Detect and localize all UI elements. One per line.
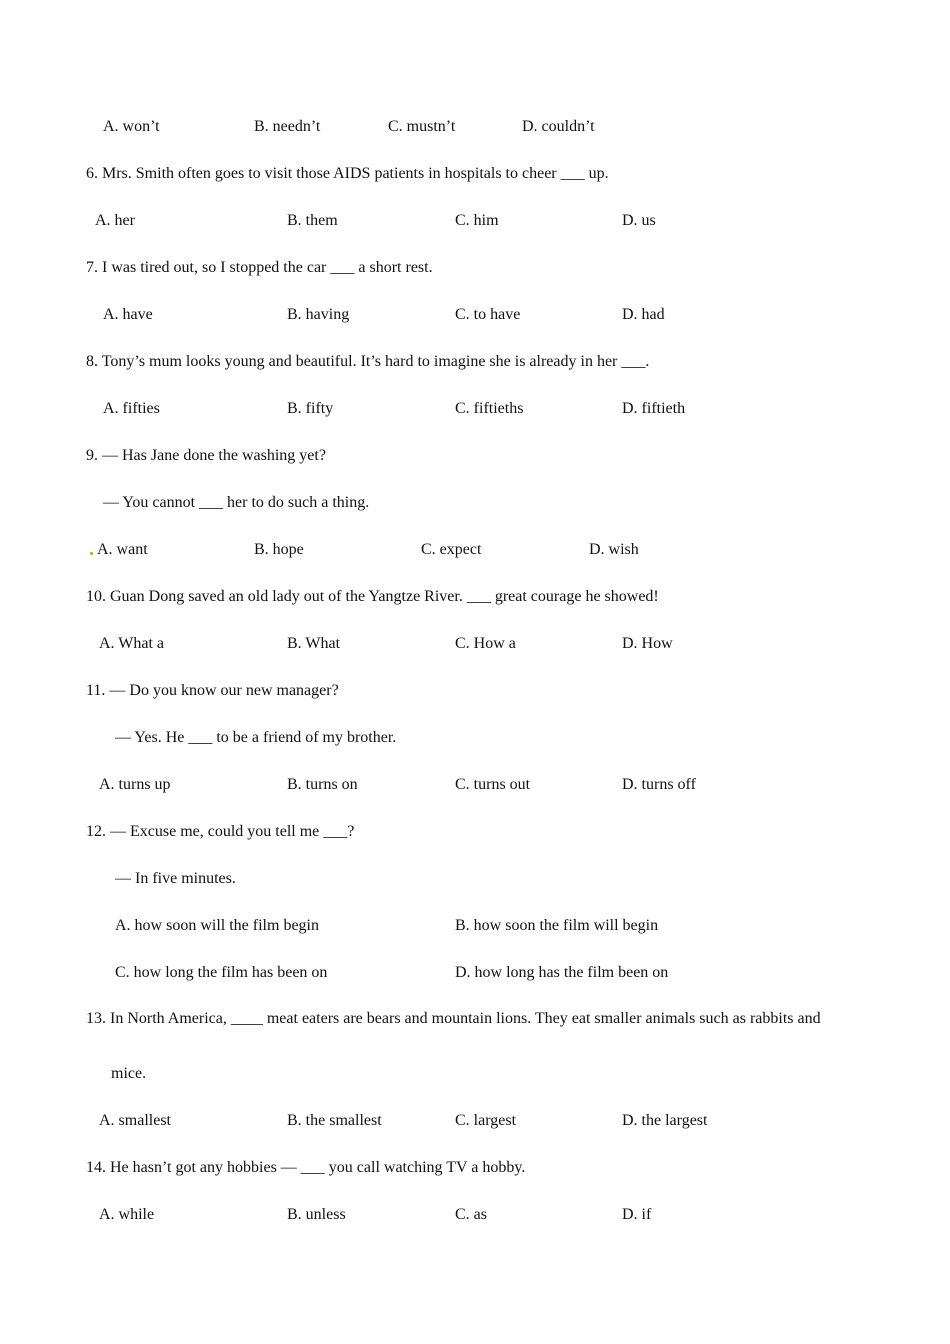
q13-option-d: D. the largest: [622, 1112, 708, 1129]
q10-option-a: A. What a: [99, 635, 165, 652]
q7-option-b: B. having: [287, 306, 350, 323]
q11-stem: 11. — Do you know our new manager?: [86, 682, 339, 699]
q10-option-b: B. What: [287, 635, 341, 652]
q11-option-a: A. turns up: [99, 776, 171, 793]
q9-reply: — You cannot ___ her to do such a thing.: [103, 494, 370, 511]
q8-stem: 8. Tony’s mum looks young and beautiful. It’s hard to imagine she is already in her ___.: [86, 353, 650, 370]
q14-option-c: C. as: [455, 1206, 487, 1223]
q13-stem: 13. In North America, ____ meat eaters are bears and mountain lions. They eat smaller animals such as rabbits and: [86, 1010, 821, 1027]
q9-option-c: C. expect: [421, 541, 482, 558]
q10-stem: 10. Guan Dong saved an old lady out of the Yangtze River. ___ great courage he showed!: [86, 588, 659, 605]
q6-option-a: A. her: [95, 212, 135, 229]
q8-option-d: D. fiftieth: [622, 400, 686, 417]
q5-option-b: B. needn’t: [254, 118, 321, 135]
q5-option-d: D. couldn’t: [522, 118, 595, 135]
q12-option-d: D. how long has the film been on: [455, 964, 669, 981]
q14-option-b: B. unless: [287, 1206, 346, 1223]
q12-option-b: B. how soon the film will begin: [455, 917, 659, 934]
q14-option-a: A. while: [99, 1206, 155, 1223]
q13-option-c: C. largest: [455, 1112, 517, 1129]
q11-option-b: B. turns on: [287, 776, 358, 793]
q12-reply: — In five minutes.: [115, 870, 236, 887]
q13-option-a: A. smallest: [99, 1112, 171, 1129]
q6-option-c: C. him: [455, 212, 499, 229]
q12-option-c: C. how long the film has been on: [115, 964, 328, 981]
q12-stem: 12. — Excuse me, could you tell me ___?: [86, 823, 355, 840]
q5-option-a: A. won’t: [103, 118, 160, 135]
q7-option-a: A. have: [103, 306, 153, 323]
q13-stem-continued: mice.: [111, 1065, 147, 1082]
q8-option-c: C. fiftieths: [455, 400, 524, 417]
q10-option-c: C. How a: [455, 635, 516, 652]
q5-option-c: C. mustn’t: [388, 118, 456, 135]
q11-option-c: C. turns out: [455, 776, 531, 793]
q6-option-d: D. us: [622, 212, 656, 229]
q6-option-b: B. them: [287, 212, 338, 229]
q9-stem: 9. — Has Jane done the washing yet?: [86, 447, 326, 464]
q9-option-d: D. wish: [589, 541, 639, 558]
q12-option-a: A. how soon will the film begin: [115, 917, 319, 934]
q13-option-b: B. the smallest: [287, 1112, 382, 1129]
q7-option-d: D. had: [622, 306, 665, 323]
q8-option-a: A. fifties: [103, 400, 160, 417]
q11-option-d: D. turns off: [622, 776, 696, 793]
q8-option-b: B. fifty: [287, 400, 334, 417]
q9-option-b: B. hope: [254, 541, 304, 558]
q7-option-c: C. to have: [455, 306, 521, 323]
q14-stem: 14. He hasn’t got any hobbies — ___ you call watching TV a hobby.: [86, 1159, 526, 1176]
q7-stem: 7. I was tired out, so I stopped the car ___ a short rest.: [86, 259, 433, 276]
q11-reply: — Yes. He ___ to be a friend of my brother.: [115, 729, 397, 746]
mark-dot: [90, 552, 93, 555]
q9-option-a: A. want: [97, 541, 148, 558]
q14-option-d: D. if: [622, 1206, 652, 1223]
q10-option-d: D. How: [622, 635, 673, 652]
q6-stem: 6. Mrs. Smith often goes to visit those AIDS patients in hospitals to cheer ___ up.: [86, 165, 609, 182]
